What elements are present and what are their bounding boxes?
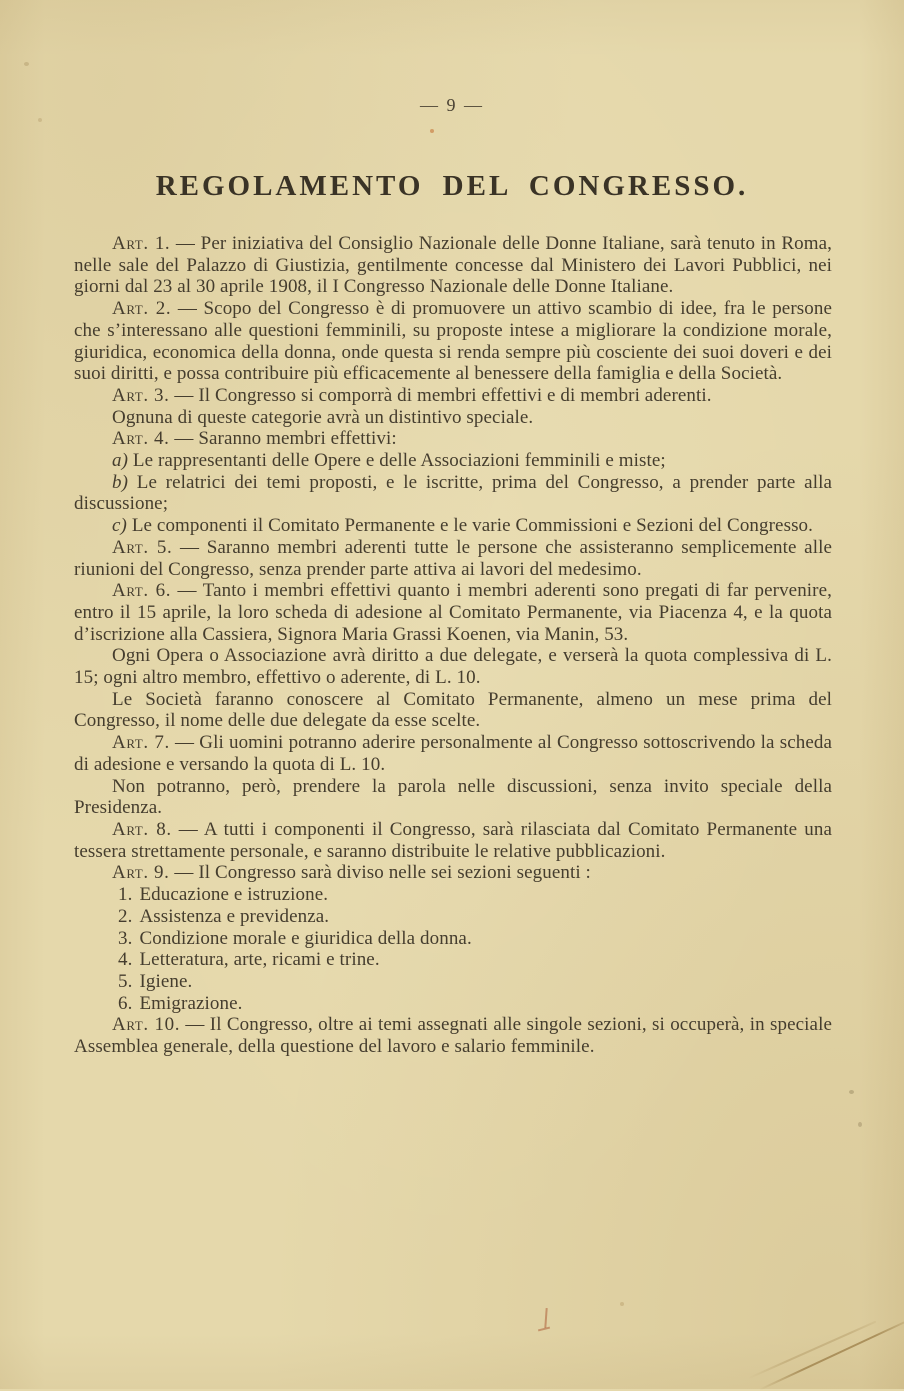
article-3-label: Art. 3. — [112, 384, 170, 406]
article-5-label: Art. 5. — [112, 536, 173, 558]
section-item-5-number: 5. — [118, 970, 133, 992]
delegates-quota-paragraph: Ogni Opera o Associazione avrà diritto a due delegate, e verserà la quota complessiva di L. 15; ogni altro membro, effettivo o aderente, di L. 10. — [74, 645, 832, 689]
member-category-b — [74, 472, 832, 515]
article-1-label: Art. 1. — [112, 233, 171, 254]
member-category-c-marker: c) — [112, 515, 127, 537]
member-category-b-text: Le relatrici dei temi proposti, e le iscritte, prima del Congresso, a prender parte alla discussione; — [74, 471, 832, 515]
section-item-3-text: Condizione morale e giuridica della donna. — [139, 927, 472, 949]
member-category-a-marker: a) — [112, 450, 129, 472]
article-1 — [74, 233, 832, 298]
member-category-c-text: Le componenti il Comitato Permanente e le varie Commissioni e Sezioni del Congresso. — [131, 515, 814, 537]
article-10-label: Art. 10. — [112, 1014, 181, 1036]
article-4 — [74, 428, 832, 450]
document-body — [74, 233, 832, 1058]
article-9-text: — Il Congresso sarà diviso nelle sei sezioni seguenti : — [174, 862, 591, 884]
article-9 — [74, 862, 832, 884]
article-1-text: — Per iniziativa del Consiglio Nazionale delle Donne Italiane, sarà tenuto in Roma, nelle sale del Palazzo di Giustizia, gentilmente concesse dal Ministero dei Lavori Pubblici, nei giorni dal 23 al 30 aprile 1908, il I Congresso Nazionale delle Donne Italiane. — [74, 233, 832, 298]
section-item-6-text: Emigrazione. — [139, 992, 243, 1014]
article-7-text: — Gli uomini potranno aderire personalmente al Congresso sottoscrivendo la scheda di adesione e versando la quota di L. 10. — [74, 732, 832, 775]
societies-notice-paragraph: Le Società faranno conoscere al Comitato Permanente, almeno un mese prima del Congresso, il nome delle due delegate da esse scelte. — [74, 688, 832, 732]
section-item-4-text: Letteratura, arte, ricami e trine. — [139, 949, 380, 971]
member-category-a-text: Le rappresentanti delle Opere e delle Associazioni femminili e miste; — [132, 450, 666, 472]
member-category-a — [74, 450, 832, 472]
article-2 — [74, 298, 832, 385]
article-3 — [74, 385, 832, 407]
article-8-label: Art. 8. — [112, 818, 172, 840]
section-item-2 — [74, 906, 832, 928]
article-2-text: — Scopo del Congresso è di promuovere un attivo scambio di idee, fra le persone che s’interessano alle questioni femminili, su proposte intese a migliorare la condizione morale, giuridica, economica della donna, onde questa si renda sempre più cosciente dei suoi doveri e dei suoi diritti, e possa contribuire più efficacemente al benessere della famiglia e della Società. — [74, 298, 832, 385]
article-3-text: — Il Congresso si comporrà di membri effettivi e di membri aderenti. — [174, 384, 712, 406]
page-number: — 9 — — [420, 95, 484, 115]
section-item-3 — [74, 928, 832, 950]
section-item-1-number: 1. — [118, 884, 133, 906]
scratch-line — [759, 1321, 904, 1390]
article-6 — [74, 580, 832, 645]
section-item-2-text: Assistenza e previdenza. — [139, 905, 330, 927]
article-10 — [74, 1014, 832, 1057]
article-7 — [74, 732, 832, 775]
article-6-label: Art. 6. — [112, 580, 172, 602]
article-4-label: Art. 4. — [112, 428, 170, 450]
ink-speck — [430, 129, 434, 133]
page-title: REGOLAMENTO DEL CONGRESSO. — [155, 170, 749, 202]
section-item-4 — [74, 949, 832, 971]
section-item-2-number: 2. — [118, 905, 133, 927]
section-item-5-text: Igiene. — [139, 970, 193, 992]
men-restriction-paragraph: Non potranno, però, prendere la parola nelle discussioni, senza invito speciale della Presidenza. — [74, 775, 832, 819]
article-7-label: Art. 7. — [112, 732, 170, 754]
article-10-text: — Il Congresso, oltre ai temi assegnati alle singole sezioni, si occuperà, in speciale Assemblea generale, della questione del lavoro e salario femminile. — [74, 1014, 832, 1058]
article-6-text: — Tanto i membri effettivi quanto i membri aderenti sono pregati di far pervenire, entro il 15 aprile, la loro scheda di adesione al Comitato Permanente, via Piacenza 4, e la quota d’iscrizione alla Cassiera, Signora Maria Grassi Koenen, via Manin, 53. — [74, 580, 832, 645]
scratch-line — [748, 1321, 877, 1380]
article-2-label: Art. 2. — [112, 298, 172, 320]
paper-stain — [620, 1302, 624, 1306]
member-category-c — [74, 515, 832, 537]
article-9-label: Art. 9. — [112, 862, 170, 884]
member-category-b-marker: b) — [112, 471, 129, 493]
ink-speck — [849, 1090, 854, 1094]
article-5-text: — Saranno membri aderenti tutte le persone che assisteranno semplicemente alle riunioni del Congresso, senza prender parte attiva ai lavori del medesimo. — [74, 536, 832, 580]
section-item-1-text: Educazione e istruzione. — [139, 884, 329, 906]
paper-stain — [24, 62, 29, 66]
section-item-6 — [74, 993, 832, 1015]
article-5 — [74, 537, 832, 580]
categories-note: Ognuna di queste categorie avrà un distintivo speciale. — [112, 406, 534, 428]
section-item-3-number: 3. — [118, 927, 133, 949]
section-item-1 — [74, 884, 832, 906]
article-4-text: — Saranno membri effettivi: — [174, 428, 397, 450]
article-8-text: — A tutti i componenti il Congresso, sarà rilasciata dal Comitato Permanente una tessera strettamente personale, e saranno distribuite le relative pubblicazioni. — [74, 818, 832, 862]
article-8 — [74, 819, 832, 862]
red-pencil-mark — [538, 1327, 550, 1332]
red-pencil-mark — [544, 1308, 547, 1328]
paper-stain — [38, 118, 42, 122]
section-item-4-number: 4. — [118, 949, 133, 971]
section-item-5 — [74, 971, 832, 993]
section-item-6-number: 6. — [118, 992, 133, 1014]
ink-speck — [858, 1122, 862, 1127]
